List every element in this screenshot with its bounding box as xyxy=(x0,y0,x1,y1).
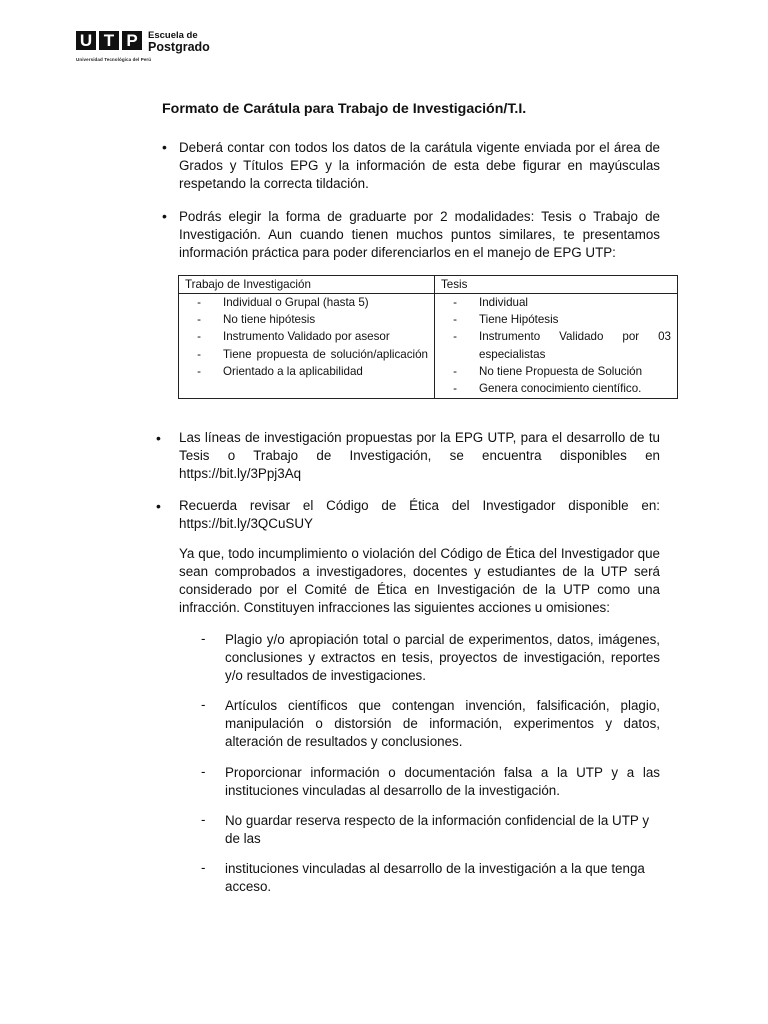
bullet-glyph: • xyxy=(156,430,161,446)
dash-marker: - xyxy=(201,860,206,875)
dash-marker: - xyxy=(197,330,201,344)
bullet-glyph: • xyxy=(156,498,161,514)
document-title: Formato de Carátula para Trabajo de Investigación/T.I. xyxy=(162,101,527,117)
dash-marker: - xyxy=(201,764,206,779)
logo-letter-boxes xyxy=(76,31,142,50)
list-item-text: No tiene hipótesis xyxy=(223,313,316,327)
dash-marker: - xyxy=(453,382,457,396)
comparison-table xyxy=(178,275,678,399)
list-item xyxy=(435,311,671,328)
infraction-item-4: No guardar reserva respecto de la información confidencial de la UTP y de las xyxy=(225,813,650,846)
list-item xyxy=(179,328,428,345)
infraction-item-2: Artículos científicos que contengan invención, falsificación, plagio, manipulación o distorsión de información, experimentos y datos, alteración de resultados y conclusiones. xyxy=(225,698,660,749)
infraction-item-3: Proporcionar información o documentación falsa a la UTP y a las instituciones vinculadas al desarrollo de la investigación. xyxy=(225,765,660,798)
bullet-glyph: • xyxy=(162,208,167,224)
bullet-codigo-etica: Recuerda revisar el Código de Ética del Investigador disponible en: https://bit.ly/3QCuSUY xyxy=(179,498,660,531)
list-item-text: Individual xyxy=(479,296,528,309)
tesis-list xyxy=(435,294,671,397)
dash-marker: - xyxy=(201,631,206,646)
utp-logo xyxy=(76,31,210,53)
infraction-item-1: Plagio y/o apropiación total o parcial de experimentos, datos, imágenes, conclusiones y extractos en tesis, proyectos de investigación, reportes y/o resultados de investigaciones. xyxy=(225,632,660,683)
dash-marker: - xyxy=(453,296,457,309)
dash-marker: - xyxy=(453,330,457,344)
table-cell-trabajo xyxy=(179,294,435,399)
list-item xyxy=(435,380,671,397)
infraction-item-5: instituciones vinculadas al desarrollo de la investigación a la que tenga acceso. xyxy=(225,861,645,894)
dash-marker: - xyxy=(197,296,201,309)
logo-line-2: Postgrado xyxy=(148,40,210,54)
list-item xyxy=(179,311,428,328)
logo-university-subtitle: Universidad Tecnológica del Perú xyxy=(76,57,152,62)
list-item xyxy=(179,346,428,363)
dash-marker: - xyxy=(197,313,201,327)
bullet-caratula-datos: Deberá contar con todos los datos de la carátula vigente enviada por el área de Grados y Títulos EPG y la información de esta debe figurar en mayúsculas respetando la correcta tildación. xyxy=(179,140,660,191)
dash-marker: - xyxy=(453,364,457,378)
logo-line-1: Escuela de xyxy=(148,30,198,41)
dash-marker: - xyxy=(197,364,201,378)
list-item xyxy=(435,328,671,362)
table-row xyxy=(179,294,678,399)
list-item-text: Instrumento Validado por 03 especialistas xyxy=(479,330,671,361)
logo-letter-u: U xyxy=(76,31,96,50)
list-item-text: Orientado a la aplicabilidad xyxy=(223,364,363,378)
list-item xyxy=(179,294,428,311)
dash-marker: - xyxy=(201,812,206,827)
dash-marker: - xyxy=(201,697,206,712)
bullet-modalidades: Podrás elegir la forma de graduarte por 2 modalidades: Tesis o Trabajo de Investigación. Aun cuando tienen muchos puntos similares, te presentamos información práctica para poder diferenciarlos en el manejo de EPG UTP: xyxy=(179,209,660,260)
table-header-row xyxy=(179,276,678,294)
logo-letter-p: P xyxy=(122,31,142,50)
bullet-glyph: • xyxy=(162,139,167,155)
table-cell-tesis xyxy=(435,294,678,399)
dash-marker: - xyxy=(453,313,457,327)
list-item xyxy=(179,363,428,380)
trabajo-list xyxy=(179,294,428,380)
list-item xyxy=(435,294,671,311)
list-item-text: Tiene propuesta de solución/aplicación xyxy=(223,347,428,361)
infracciones-intro: Ya que, todo incumplimiento o violación del Código de Ética del Investigador que sean comprobados a investigadores, docentes y estudiantes de la UTP será considerado por el Comité de Ética en Investigación de la UTP como una infracción. Constituyen infracciones las siguientes acciones u omisiones: xyxy=(179,546,660,615)
table-header-trabajo: Trabajo de Investigación xyxy=(179,276,435,294)
bullet-lineas-investigacion: Las líneas de investigación propuestas por la EPG UTP, para el desarrollo de tu Tesis o Trabajo de Investigación, se encuentra disponibles en https://bit.ly/3Ppj3Aq xyxy=(179,430,660,481)
list-item-text: Tiene Hipótesis xyxy=(479,313,559,327)
table-header-tesis: Tesis xyxy=(435,276,678,294)
list-item xyxy=(435,363,671,380)
list-item-text: No tiene Propuesta de Solución xyxy=(479,364,643,378)
dash-marker: - xyxy=(197,347,201,361)
list-item-text: Individual o Grupal (hasta 5) xyxy=(223,296,369,309)
list-item-text: Instrumento Validado por asesor xyxy=(223,330,390,344)
logo-school-name xyxy=(148,31,210,53)
logo-letter-t: T xyxy=(99,31,119,50)
list-item-text: Genera conocimiento científico. xyxy=(479,382,642,396)
